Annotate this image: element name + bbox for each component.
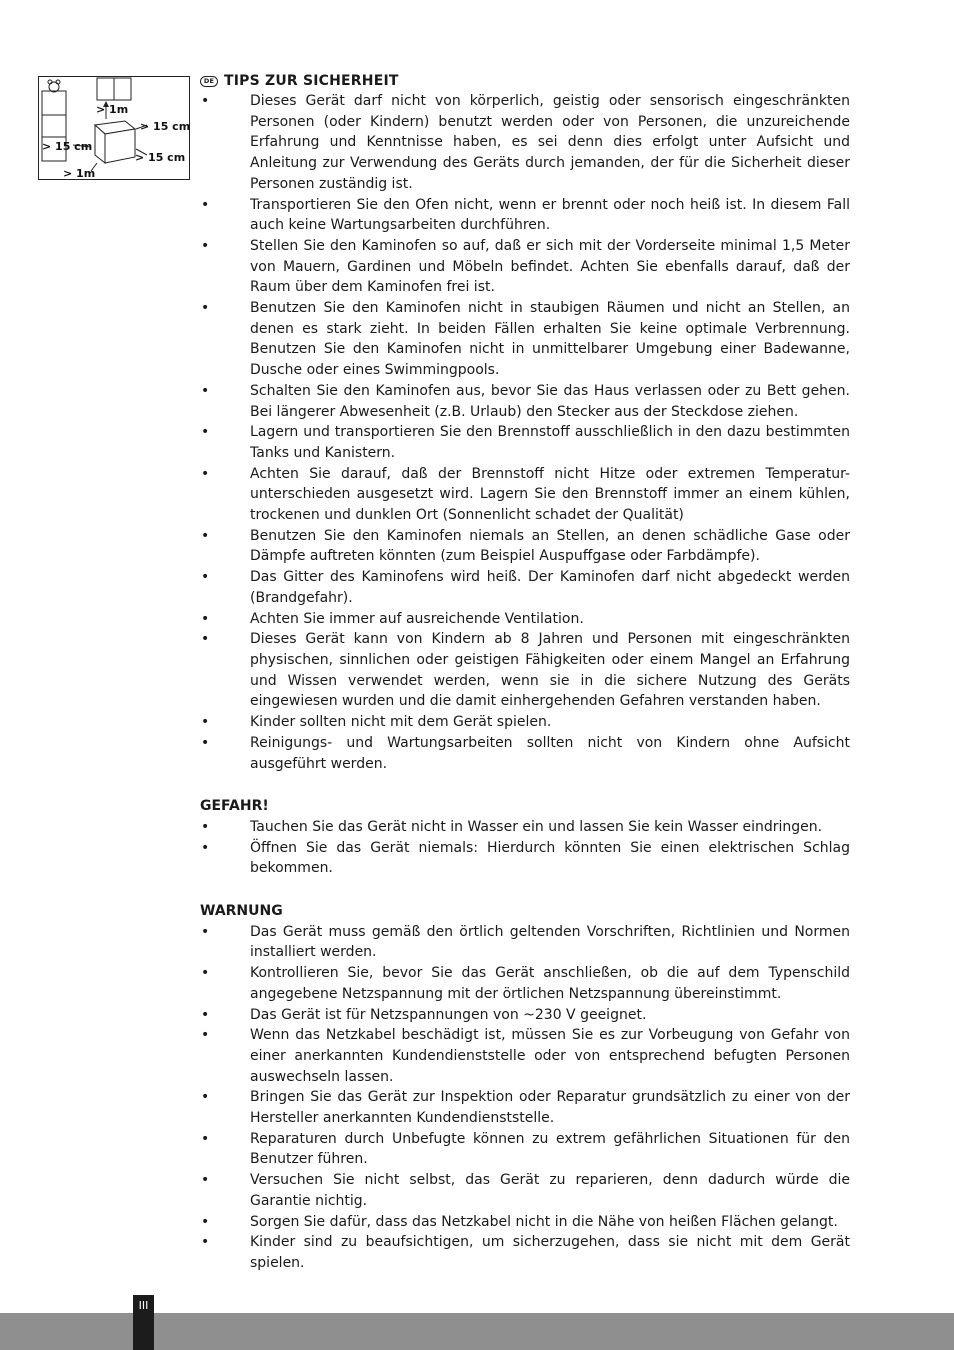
list-item — [200, 422, 850, 463]
bullet-icon: • — [201, 965, 210, 982]
list-item-text: Dieses Gerät kann von Kindern ab 8 Jahren und Personen mit eingeschränkten physischen, sinnlichen oder geistigen Fähigkeiten oder einem Mangel an Erfahrung und Wissen verwendet werden, wenn sie in die sichere Nutzung des Geräts eingewiesen wurden und die damit einhergehenden Gefahren verstanden haben. — [250, 631, 850, 710]
bullet-icon: • — [201, 382, 210, 399]
bullet-icon: • — [201, 1172, 210, 1189]
bullet-icon: • — [201, 93, 210, 109]
list-item-text: Transportieren Sie den Ofen nicht, wenn er brennt oder noch heiß ist. In diesem Fall auch keine Wartungsarbeiten durchführen. — [250, 196, 850, 234]
clearance-diagram — [38, 76, 190, 180]
list-item — [200, 1232, 850, 1273]
list-item-text: Kontrollieren Sie, bevor Sie das Gerät anschließen, ob die auf dem Typenschild angegebene Netzspannung mit der örtlichen Netzspannung übereinstimmt. — [250, 965, 850, 1002]
list-item-text: Das Gitter des Kaminofens wird heiß. Der Kaminofen darf nicht abgedeckt werden (Brandgefahr). — [250, 569, 850, 606]
list-item — [200, 91, 850, 195]
label-right-lower: > 15 cm — [135, 151, 186, 164]
list-item-text: Achten Sie immer auf ausreichende Ventilation. — [250, 610, 584, 627]
list-item — [200, 1025, 850, 1087]
list-item-text: Öffnen Sie das Gerät niemals: Hierdurch könnten Sie einen elektrischen Schlag bekommen. — [250, 839, 850, 877]
language-badge: DE — [200, 76, 218, 87]
label-left: > 15 cm — [42, 140, 93, 153]
list-item — [200, 817, 850, 838]
list-item-text: Tauchen Sie das Gerät nicht in Wasser ein und lassen Sie kein Wasser eindringen. — [250, 818, 823, 835]
safety-list — [200, 91, 850, 774]
list-item-text: Kinder sind zu beaufsichtigen, um sicherzugehen, dass sie nicht mit dem Gerät spielen. — [250, 1234, 850, 1271]
list-item-text: Sorgen Sie dafür, dass das Netzkabel nicht in die Nähe von heißen Flächen gelangt. — [250, 1213, 838, 1230]
list-item — [200, 464, 850, 526]
list-item-text: Das Gerät ist für Netzspannungen von ~230 V geeignet. — [250, 1006, 647, 1023]
list-item — [200, 629, 850, 712]
list-item — [200, 712, 850, 733]
list-item-text: Bringen Sie das Gerät zur Inspektion oder Reparatur grundsätzlich zu einer von der Hersteller anerkannten Kundendienststelle. — [250, 1089, 850, 1127]
list-item-text: Lagern und transportieren Sie den Brennstoff ausschließlich in den dazu bestimmten Tanks und Kanistern. — [250, 424, 850, 461]
list-item-text: Stellen Sie den Kaminofen so auf, daß er sich mit der Vorderseite minimal 1,5 Meter von Mauern, Gardinen und Möbeln befindet. Achten Sie ebenfalls darauf, daß der Raum über dem Kaminofen frei ist. — [250, 237, 850, 296]
section-heading — [200, 71, 850, 91]
bullet-icon: • — [201, 1234, 210, 1251]
page-number: III — [138, 1299, 149, 1312]
list-item — [200, 567, 850, 608]
list-item — [200, 733, 850, 774]
danger-heading: GEFAHR! — [200, 798, 269, 815]
list-item — [200, 1170, 850, 1211]
list-item-text: Reinigungs- und Wartungsarbeiten sollten nicht von Kindern ohne Aufsicht ausgeführt werden. — [250, 734, 850, 772]
list-item — [200, 922, 850, 963]
list-item-text: Wenn das Netzkabel beschädigt ist, müssen Sie es zur Vorbeugung von Gefahr von einer anerkannten Kundendienststelle oder von entsprechend befugten Personen auswechseln lassen. — [250, 1027, 850, 1085]
warning-list — [200, 922, 850, 1274]
clearance-illustration — [39, 77, 191, 181]
bullet-icon: • — [201, 1213, 210, 1230]
bullet-icon: • — [201, 818, 210, 835]
bullet-icon: • — [201, 714, 210, 731]
list-item — [200, 1212, 850, 1233]
list-item-text: Achten Sie darauf, daß der Brennstoff nicht Hitze oder extremen Temperatur-unterschieden ausgesetzt wird. Lagern Sie den Brennstoff immer an einem kühlen, trockenen und dunklen Ort (Sonnenlicht schadet der Qualität) — [250, 465, 850, 524]
bullet-icon: • — [201, 1089, 210, 1106]
bullet-icon: • — [201, 631, 210, 648]
page-title: TIPS ZUR SICHERHEIT — [224, 73, 399, 89]
main-content — [200, 71, 850, 1274]
bullet-icon: • — [201, 923, 210, 940]
danger-list — [200, 817, 850, 879]
list-item-text: Kinder sollten nicht mit dem Gerät spielen. — [250, 714, 552, 731]
list-item — [200, 298, 850, 381]
page-tab — [133, 1295, 154, 1350]
list-item — [200, 1129, 850, 1170]
list-item-text: Benutzen Sie den Kaminofen nicht in staubigen Räumen und nicht an Stellen, an denen es stark zieht. In beiden Fällen erhalten Sie keine optimale Verbrennung. Benutzen Sie den Kaminofen nicht in unmittelbarer Umgebung einer Badewanne, Dusche oder eines Swimmingpools. — [250, 300, 850, 379]
list-item-text: Reparaturen durch Unbefugte können zu extrem gefährlichen Situationen für den Benutzer führen. — [250, 1130, 850, 1168]
list-item-text: Schalten Sie den Kaminofen aus, bevor Sie das Haus verlassen oder zu Bett gehen. Bei längerer Abwesenheit (z.B. Urlaub) den Stecker aus der Steckdose ziehen. — [250, 382, 850, 420]
list-item-text: Versuchen Sie nicht selbst, das Gerät zu reparieren, denn dadurch würde die Garantie nichtig. — [250, 1172, 850, 1209]
list-item — [200, 526, 850, 567]
bullet-icon: • — [201, 465, 210, 482]
bullet-icon: • — [201, 1006, 210, 1023]
list-item — [200, 609, 850, 630]
list-item — [200, 838, 850, 879]
bullet-icon: • — [201, 237, 210, 254]
list-item — [200, 1087, 850, 1128]
bullet-icon: • — [201, 527, 210, 544]
bullet-icon: • — [201, 300, 210, 317]
list-item — [200, 195, 850, 236]
list-item — [200, 963, 850, 1004]
warning-heading: WARNUNG — [200, 903, 283, 920]
bullet-icon: • — [201, 424, 210, 441]
bullet-icon: • — [201, 610, 210, 627]
bullet-icon: • — [201, 196, 210, 213]
list-item-text: Dieses Gerät darf nicht von körperlich, geistig oder sensorisch eingeschränkten Personen (oder Kindern) benutzt werden oder von Personen, die unzureichende Erfahrung und Kenntnisse haben, es sei denn dies erfolgt unter Aufsicht und Anleitung zur Verwendung des Geräts durch jemanden, der für die Sicherheit dieser Personen zuständig ist. — [250, 93, 850, 192]
list-item-text: Das Gerät muss gemäß den örtlich geltenden Vorschriften, Richtlinien und Normen installiert werden. — [250, 923, 850, 961]
list-item — [200, 381, 850, 422]
bullet-icon: • — [201, 839, 210, 856]
list-item — [200, 236, 850, 298]
label-right-upper: > 15 cm — [140, 120, 191, 133]
list-item-text: Benutzen Sie den Kaminofen niemals an Stellen, an denen schädliche Gase oder Dämpfe auftreten könnten (zum Beispiel Auspuffgase oder Farbdämpfe). — [250, 527, 850, 565]
bullet-icon: • — [201, 569, 210, 586]
bullet-icon: • — [201, 1130, 210, 1147]
list-item — [200, 1005, 850, 1026]
label-bottom: > 1m — [63, 167, 96, 180]
label-top: > 1m — [96, 103, 129, 116]
bullet-icon: • — [201, 1027, 210, 1044]
bullet-icon: • — [201, 734, 210, 751]
